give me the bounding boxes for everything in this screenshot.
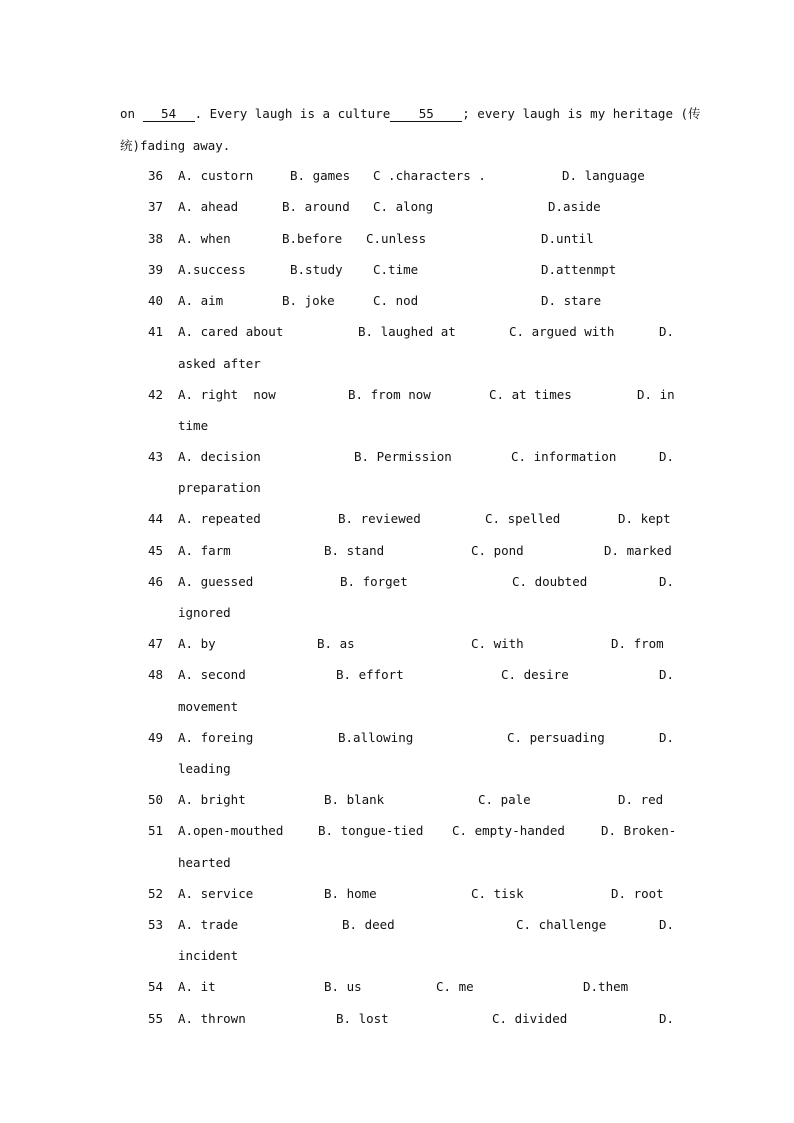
option-b: B. blank [324,792,385,807]
option-c: C. pond [471,543,524,558]
option-b: B. as [317,636,355,651]
option-d-continuation: asked after [178,356,261,371]
option-a: A. right now [178,387,276,402]
option-c: C. empty-handed [452,823,565,838]
option-c: C.unless [366,231,427,246]
option-c: C. nod [373,293,419,308]
option-a: A. decision [178,449,261,464]
option-d: D. kept [618,511,671,526]
question-number: 41 [148,324,164,339]
option-c: C .characters . [373,168,486,183]
option-d: D. [659,449,675,464]
option-b: B.study [290,262,343,277]
option-d: D. [659,917,675,932]
option-c: C. divided [492,1011,568,1026]
option-b: B. effort [336,667,404,682]
option-d-continuation: time [178,418,209,433]
option-a: A.success [178,262,246,277]
option-b: B.allowing [338,730,414,745]
option-d: D.until [541,231,594,246]
option-b: B. home [324,886,377,901]
option-d: D. [659,667,675,682]
option-b: B. laughed at [358,324,456,339]
question-number: 55 [148,1011,164,1026]
passage-line-1 [120,104,701,122]
option-c: C. at times [489,387,572,402]
option-c: C. persuading [507,730,605,745]
option-d: D.them [583,979,629,994]
option-a: A. when [178,231,231,246]
question-number: 46 [148,574,164,589]
option-c: C. me [436,979,474,994]
question-number: 37 [148,199,164,214]
question-number: 42 [148,387,164,402]
option-c: C. tisk [471,886,524,901]
question-number: 54 [148,979,164,994]
option-c: C. challenge [516,917,607,932]
question-number: 36 [148,168,164,183]
option-d: D. marked [604,543,672,558]
option-d: D. [659,574,675,589]
option-d: D. [659,730,675,745]
passage-text: ; every laugh is my heritage (传 [462,106,701,121]
option-a: A. by [178,636,216,651]
question-number: 47 [148,636,164,651]
question-number: 50 [148,792,164,807]
option-d-continuation: preparation [178,480,261,495]
passage-line-2: 统)fading away. [120,138,231,153]
option-a: A. second [178,667,246,682]
question-number: 38 [148,231,164,246]
option-b: B.before [282,231,343,246]
option-a: A. trade [178,917,239,932]
option-c: C. desire [501,667,569,682]
option-b: B. from now [348,387,431,402]
question-number: 40 [148,293,164,308]
option-d: D.attenmpt [541,262,617,277]
option-a: A. foreing [178,730,254,745]
option-c: C. spelled [485,511,561,526]
option-b: B. us [324,979,362,994]
passage-text: . Every laugh is a culture [194,106,391,121]
question-number: 49 [148,730,164,745]
option-b: B. forget [340,574,408,589]
option-b: B. around [282,199,350,214]
passage-text: on [120,106,143,121]
option-b: B. tongue-tied [318,823,424,838]
option-a: A. service [178,886,254,901]
option-c: C. argued with [509,324,615,339]
question-number: 45 [148,543,164,558]
option-d: D. Broken- [601,823,677,838]
option-a: A.open-mouthed [178,823,284,838]
option-a: A. it [178,979,216,994]
question-number: 39 [148,262,164,277]
option-b: B. games [290,168,351,183]
option-a: A. custorn [178,168,254,183]
blank-55: 55 [390,106,462,122]
option-b: B. lost [336,1011,389,1026]
option-c: C. information [511,449,617,464]
option-b: B. stand [324,543,385,558]
option-c: C.time [373,262,419,277]
option-b: B. reviewed [338,511,421,526]
option-a: A. bright [178,792,246,807]
option-d: D.aside [548,199,601,214]
option-d-continuation: hearted [178,855,231,870]
question-number: 53 [148,917,164,932]
option-d: D. root [611,886,664,901]
option-a: A. guessed [178,574,254,589]
option-d: D. stare [541,293,602,308]
option-a: A. farm [178,543,231,558]
question-number: 51 [148,823,164,838]
option-a: A. ahead [178,199,239,214]
question-number: 44 [148,511,164,526]
option-c: C. doubted [512,574,588,589]
option-c: C. with [471,636,524,651]
question-number: 48 [148,667,164,682]
option-a: A. aim [178,293,224,308]
option-b: B. joke [282,293,335,308]
option-b: B. deed [342,917,395,932]
option-d-continuation: movement [178,699,239,714]
option-d-continuation: leading [178,761,231,776]
option-d: D. from [611,636,664,651]
option-c: C. pale [478,792,531,807]
option-d: D. [659,324,675,339]
option-d-continuation: incident [178,948,239,963]
question-number: 52 [148,886,164,901]
option-d: D. in [637,387,675,402]
option-b: B. Permission [354,449,452,464]
option-d: D. language [562,168,645,183]
option-a: A. cared about [178,324,284,339]
option-a: A. repeated [178,511,261,526]
blank-54: 54 [143,106,195,122]
option-d: D. [659,1011,675,1026]
option-d: D. red [618,792,664,807]
question-number: 43 [148,449,164,464]
option-a: A. thrown [178,1011,246,1026]
option-c: C. along [373,199,434,214]
option-d-continuation: ignored [178,605,231,620]
